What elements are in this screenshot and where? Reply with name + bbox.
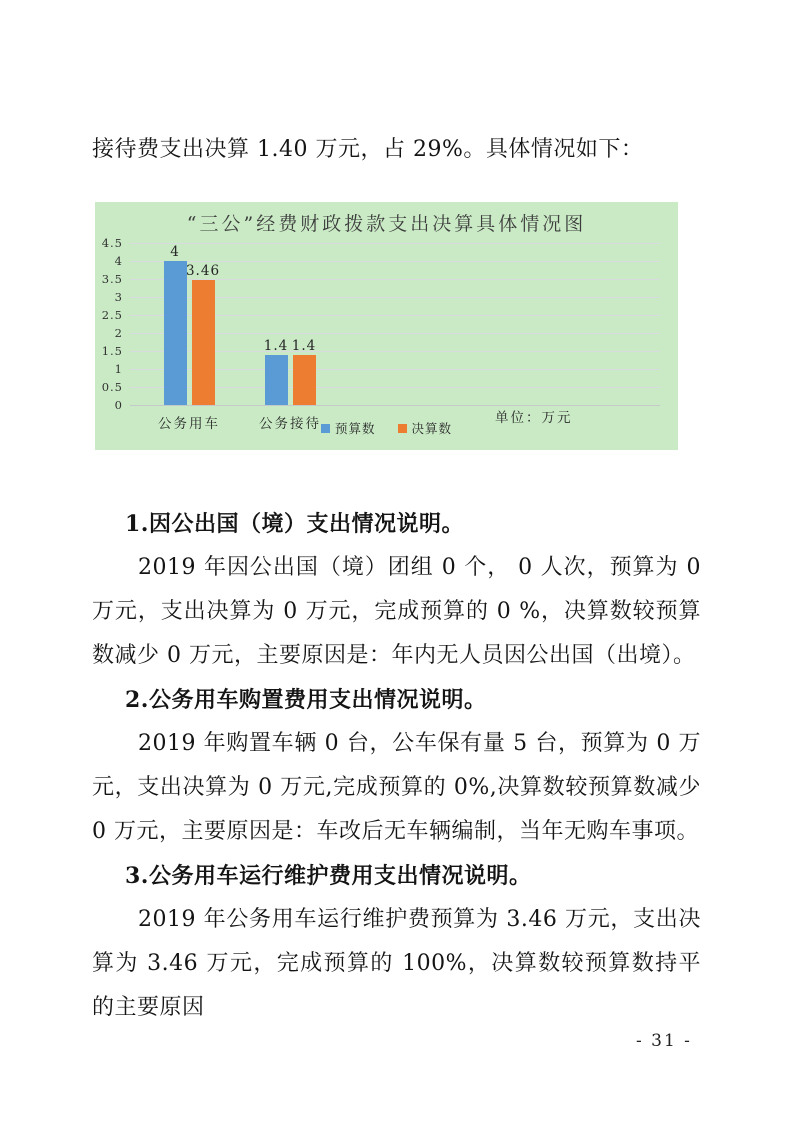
section-1 — [92, 502, 701, 678]
page-number: - 31 - — [636, 1031, 692, 1051]
value-label: 1.4 — [263, 337, 289, 354]
y-tick-label: 4 — [114, 254, 123, 268]
y-tick-label: 1 — [114, 362, 123, 376]
chart-unit-label: 单位：万元 — [495, 410, 573, 426]
chart-plot-area — [130, 243, 660, 405]
chart-bar — [192, 280, 215, 405]
category-label: 公务接待 — [259, 416, 321, 432]
y-tick-label: 0 — [114, 398, 123, 412]
y-tick-label: 1.5 — [101, 344, 123, 358]
section-3 — [92, 854, 701, 1030]
chart-bar — [164, 261, 187, 405]
section-1-heading: 1.因公出国（境）支出情况说明。 — [125, 511, 464, 537]
axis-baseline — [130, 405, 660, 406]
section-3-body: 2019 年公务用车运行维护费预算为 3.46 万元，支出决算为 3.46 万元，完成预算的 100%，决算数较预算数持平的主要原因 — [92, 907, 701, 1020]
y-tick-label: 3 — [114, 290, 123, 304]
y-tick-label: 3.5 — [101, 272, 123, 286]
sangong-expense-chart — [95, 202, 678, 450]
legend-item — [398, 419, 453, 437]
section-2-heading: 2.公务用车购置费用支出情况说明。 — [125, 687, 487, 713]
section-1-body: 2019 年因公出国（境）团组 0 个， 0 人次，预算为 0 万元，支出决算为 0 万元，完成预算的 0 %，决算数较预算数减少 0 万元，主要原因是：年内无人员因公出国（出境）。 — [92, 555, 701, 668]
y-tick-label: 2 — [114, 326, 123, 340]
y-tick-label: 2.5 — [101, 308, 123, 322]
section-3-heading: 3.公务用车运行维护费用支出情况说明。 — [125, 863, 532, 889]
value-label: 1.4 — [291, 337, 317, 354]
intro-paragraph: 接待费支出决算 1.40 万元，占 29%。具体情况如下： — [92, 137, 644, 162]
legend-item — [321, 419, 376, 437]
legend-swatch-icon — [321, 424, 330, 433]
document-body — [92, 502, 701, 1030]
section-2-body: 2019 年购置车辆 0 台，公车保有量 5 台，预算为 0 万元，支出决算为 0 万元,完成预算的 0%,决算数较预算数减少 0 万元，主要原因是：车改后无车辆编制，当年无购车事项。 — [92, 731, 701, 844]
section-2 — [92, 678, 701, 854]
category-label: 公务用车 — [158, 416, 220, 432]
chart-bar — [265, 355, 288, 405]
gridline — [130, 243, 660, 244]
value-label: 3.46 — [185, 263, 221, 280]
chart-title: “三公”经费财政拨款支出决算具体情况图 — [186, 213, 587, 235]
y-tick-label: 4.5 — [101, 236, 123, 250]
y-tick-label: 0.5 — [101, 380, 123, 394]
legend-swatch-icon — [398, 424, 407, 433]
gridline — [130, 261, 660, 262]
value-label: 4 — [170, 244, 180, 260]
legend-label: 预算数 — [334, 421, 376, 436]
chart-bar — [293, 355, 316, 405]
chart-y-axis — [95, 236, 123, 412]
legend-label: 决算数 — [411, 421, 453, 436]
